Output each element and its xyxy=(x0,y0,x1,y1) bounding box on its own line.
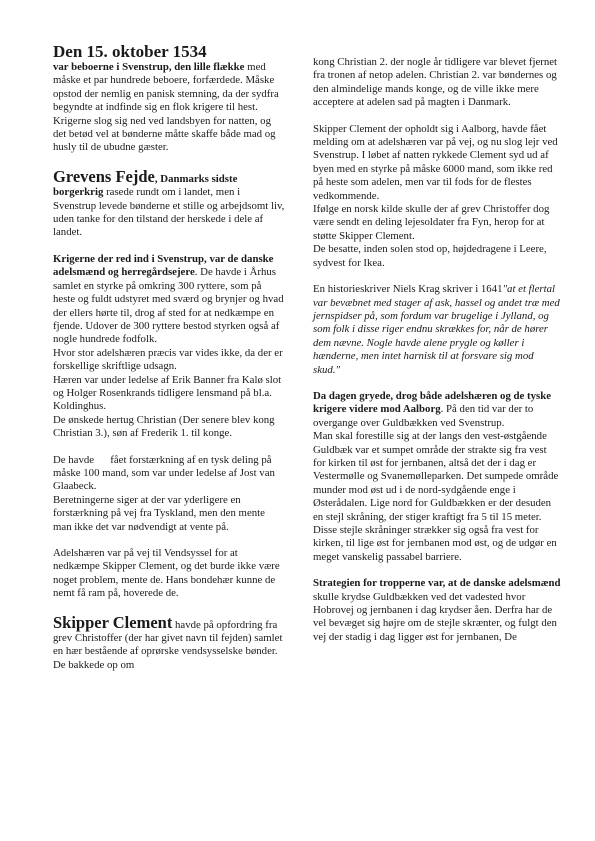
krigerne-lead: Krigerne der red ind i Svenstrup, var de danske adelsmænd og herregårdsejere xyxy=(53,252,274,279)
adelshaer-size: Hvor stor adelshæren præcis var vides ikke, da der er forskellige skriftlige udsagn. xyxy=(53,346,283,373)
left-column xyxy=(53,43,285,685)
christian-paragraph: kong Christian 2. der nogle år tidligere var blevet fjernet fra tronen af netop adelen. Christian 2. var bøndernes og den almindelige mands konge, og de ville ikke mere acceptere at adelen sad på magten i Danmark. xyxy=(313,56,558,109)
skipper-text: havde på opfordring fra grev Christoffer (der har givet navn til fejden) samlet en hær bestående af oprørske vendsysselske bønder. De bakkede op om xyxy=(53,618,283,671)
krag-quote: "at et flertal var bevæbnet med stager af ask, hassel og andet træ med jernspidser på, som fordum var brugelige i Jylland, og som folk i disse riger endnu skrækkes for, når de hører dem nævne. Nogle havde alene prygle og køller i hænderne, men intet harnisk til at forsvare sig mod skud." xyxy=(313,283,560,376)
skipper-heading: Skipper Clement xyxy=(53,612,173,632)
dagen-paragraph xyxy=(313,390,561,430)
dagen-text: . På den tid var der to overgange over Guldbækken ved Svenstrup. xyxy=(313,403,534,429)
krigerne-paragraph xyxy=(53,253,285,347)
grevens-text: rasede rundt om i landet, men i Svenstrup levede bønderne et stille og arbejdsomt liv, uden tanke for den tilstand der herskede i dele af landet. xyxy=(53,186,285,239)
strategi-lead: Strategien for tropperne var, at de danske adelsmænd xyxy=(313,577,561,590)
guldbaek-paragraph: Man skal forestille sig at der langs den vest-østgående Guldbæk var et sumpet område der strakte sig fra vest for kirken til øst for jernbanen, altså det der i dag er Vestermølle og Svanemølleparken. Det sumpede område munder mod øst ud i de nord-sydgående enge i Østerådalen. Lige nord for Guldbækken er der desuden en stejl skråning, der stiger kraftigt fra 5 til 15 meter. Disse stejle skråninger strækker sig også fra vest for kirken, til lige øst for jernbanen mod øst, og de udgør en meget vanskelig passabel barriere. xyxy=(313,430,559,563)
aalborg-paragraph: Skipper Clement der opholdt sig i Aalborg, havde fået melding om at adelshæren var på vej, og nu slog lejr ved Svenstrup. I løbet af natten rykkede Clement syd ud af byen med en styrke på måske 6000 mand, som ikke red på heste som adelen, men var til fods for de flestes vedkommende. xyxy=(313,122,558,202)
haer-ledelse: Hæren var under ledelse af Erik Banner fra Kalø slot og Holger Rosenkrands tidligere lensmand på bl.a. Koldinghus. xyxy=(53,373,282,413)
hertug-christian: De ønskede hertug Christian (Der senere blev kong Christian 3.), søn af Frederik 1. til konge. xyxy=(53,413,275,440)
grevens-paragraph xyxy=(53,168,285,240)
grevens-heading: Grevens Fejde xyxy=(53,166,155,186)
intro-paragraph xyxy=(53,43,285,155)
strategi-paragraph xyxy=(313,577,561,644)
intro-text: med måske et par hundrede beboere, forfærdede. Måske opstod der nemlig en panisk stemning, da der sydfra begyndte at indfinde sig en flok krigere til hest. Krigerne slog sig ned ved landsbyen for natten, og det betød vel at bønderne måtte skaffe både mad og husly til de ubudne gæster. xyxy=(53,61,279,154)
krigerne-text: . De havde i Århus samlet en styrke på omkring 300 ryttere, som på heste og fuldt udstyret med sværd og brynjer og hvad der ellers hørte til, drog af sted for at nedkæmpe en fjende. Udover de 300 ryttere bestod styrken også af nogle hundrede fodfolk. xyxy=(53,266,284,346)
krag-text: En historieskriver Niels Krag skriver i 1641 xyxy=(313,283,503,296)
norsk-kilde: Ifølge en norsk kilde skulle der af grev Christoffer dog være sendt en deling lejesoldater fra Fyn, herop for at støtte Skipper Clement. xyxy=(313,203,550,242)
date-heading: Den 15. oktober 1534 xyxy=(53,42,207,61)
vendsyssel-paragraph: Adelshæren var på vej til Vendsyssel for at nedkæmpe Skipper Clement, og det burde ikke være noget problem, mente de. Hans bondehær kunne de nemt få ram på, hoverede de. xyxy=(53,547,280,600)
dagen-lead: Da dagen gryede, drog både adelshæren og de tyske krigere videre mod Aalborg xyxy=(313,389,552,416)
forstaerkning: Beretningerne siger at der var yderligere en forstærkning på vej fra Tyskland, men den mente man ikke det var nødvendigt at vente på. xyxy=(53,493,265,533)
grevens-subheading: , Danmarks sidste borgerkrig xyxy=(53,172,238,199)
skipper-paragraph xyxy=(53,614,285,673)
intro-lead: var beboerne i Svenstrup, den lille flække xyxy=(53,61,245,73)
leere-paragraph: De besatte, inden solen stod op, højdedragene i Leere, sydvest for Ikea. xyxy=(313,243,547,269)
right-column xyxy=(313,56,561,644)
krag-paragraph xyxy=(313,283,561,377)
tysk-deling: De havde fået forstærkning af en tysk deling på måske 100 mand, som var under ledelse af Jost van Glaabeck. xyxy=(53,453,278,493)
strategi-text: skulle krydse Guldbækken ved det vadested hvor Hobrovej og jernbanen i dag krydser åen. Derfra har de vel bevæget sig højre om de stejle skrænter, og fulgt den vej der stadig i dag ligger øst for jernbanen, De xyxy=(313,590,557,643)
